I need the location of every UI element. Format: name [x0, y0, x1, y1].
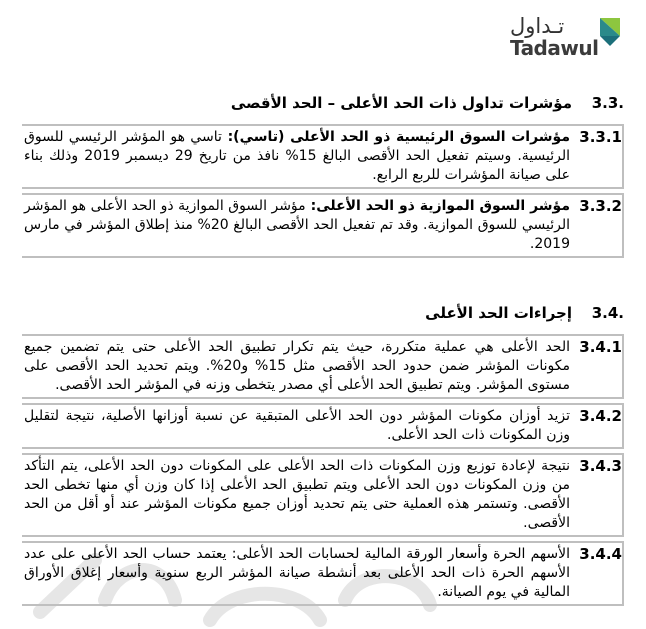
- item-number: 3.3.2: [579, 197, 622, 215]
- logo-english-text: Tadawul: [510, 36, 599, 60]
- item-text: تاسي هو المؤشر الرئيسي للسوق الرئيسية. وسيتم تفعيل الحد الأقصى البالغ 15% نافذ من تاريخ 29 ديسمبر 2019 وذلك بناء على صيانة المؤشرات للربع الرابع.: [24, 129, 570, 183]
- list-item: [22, 124, 624, 189]
- list-item: [22, 541, 624, 606]
- tadawul-logo: [510, 14, 622, 64]
- item-text: مؤشر السوق الموازية ذو الحد الأعلى هو المؤشر الرئيسي للسوق الموازية. وقد تم تفعيل الحد الأقصى البالغ 20% منذ إطلاق المؤشر في مارس 2019.: [24, 198, 570, 252]
- list-item: [22, 403, 624, 449]
- item-title: مؤشرات السوق الرئيسية ذو الحد الأعلى (تاسي):: [221, 129, 570, 145]
- section-heading: [22, 92, 624, 114]
- item-number: 3.4.1: [579, 338, 622, 356]
- logo-arabic-text: تـداول: [510, 14, 565, 38]
- list-item: [22, 334, 624, 399]
- logo-mark-icon: [598, 14, 622, 60]
- item-number: 3.4.2: [579, 407, 622, 425]
- item-text: الأسهم الحرة وأسعار الورقة المالية لحسابات الحد الأعلى: يعتمد حساب الحد الأعلى على عدد الأسهم الحرة ذات الحد الأعلى بعد أنشطة صيانة المؤشر الربع سنوية وأسعار إغلاق الأوراق المالية في يوم الصيانة.: [24, 546, 570, 600]
- item-text: تزيد أوزان مكونات المؤشر دون الحد الأعلى المتبقية عن نسبة أوزانها الأصلية، نتيجة لتقليل وزن المكونات ذات الحد الأعلى.: [24, 408, 570, 443]
- item-number: 3.4.3: [579, 457, 622, 475]
- section-number: 3.4.: [591, 304, 624, 322]
- section-number: 3.3.: [591, 94, 624, 112]
- section-heading: [22, 302, 624, 324]
- document-body: [22, 92, 624, 606]
- item-number: 3.4.4: [579, 545, 622, 563]
- section-title: مؤشرات تداول ذات الحد الأعلى – الحد الأقصى: [230, 94, 572, 112]
- item-number: 3.3.1: [579, 128, 622, 146]
- item-text: نتيجة لإعادة توزيع وزن المكونات ذات الحد الأعلى على المكونات دون الحد الأعلى، يتم التأكد من وزن المكونات دون الحد الأعلى ويتم تطبيق الحد الأعلى إذا كان وزن أي منها تخطى الحد الأقصى. وتستمر هذه العملية حتى يتم تحديد أوزان جميع مكونات المؤشر عند أو أقل من الحد الأقصى.: [24, 458, 570, 531]
- list-item: [22, 453, 624, 537]
- section-title: إجراءات الحد الأعلى: [425, 304, 572, 322]
- list-item: [22, 193, 624, 258]
- item-text: الحد الأعلى هي عملية متكررة، حيث يتم تكرار تطبيق الحد الأعلى حتى يتم تضمين جميع مكونات المؤشر ضمن حدود الحد الأقصى مثل 15% و20%. ويتم تحديد الحد الأقصى على مستوى المؤشر. ويتم تطبيق الحد الأعلى أي مصدر يتخطى وزنه في المؤشر الحد الأقصى.: [24, 339, 571, 393]
- item-title: مؤشر السوق الموازية ذو الحد الأعلى:: [305, 198, 570, 214]
